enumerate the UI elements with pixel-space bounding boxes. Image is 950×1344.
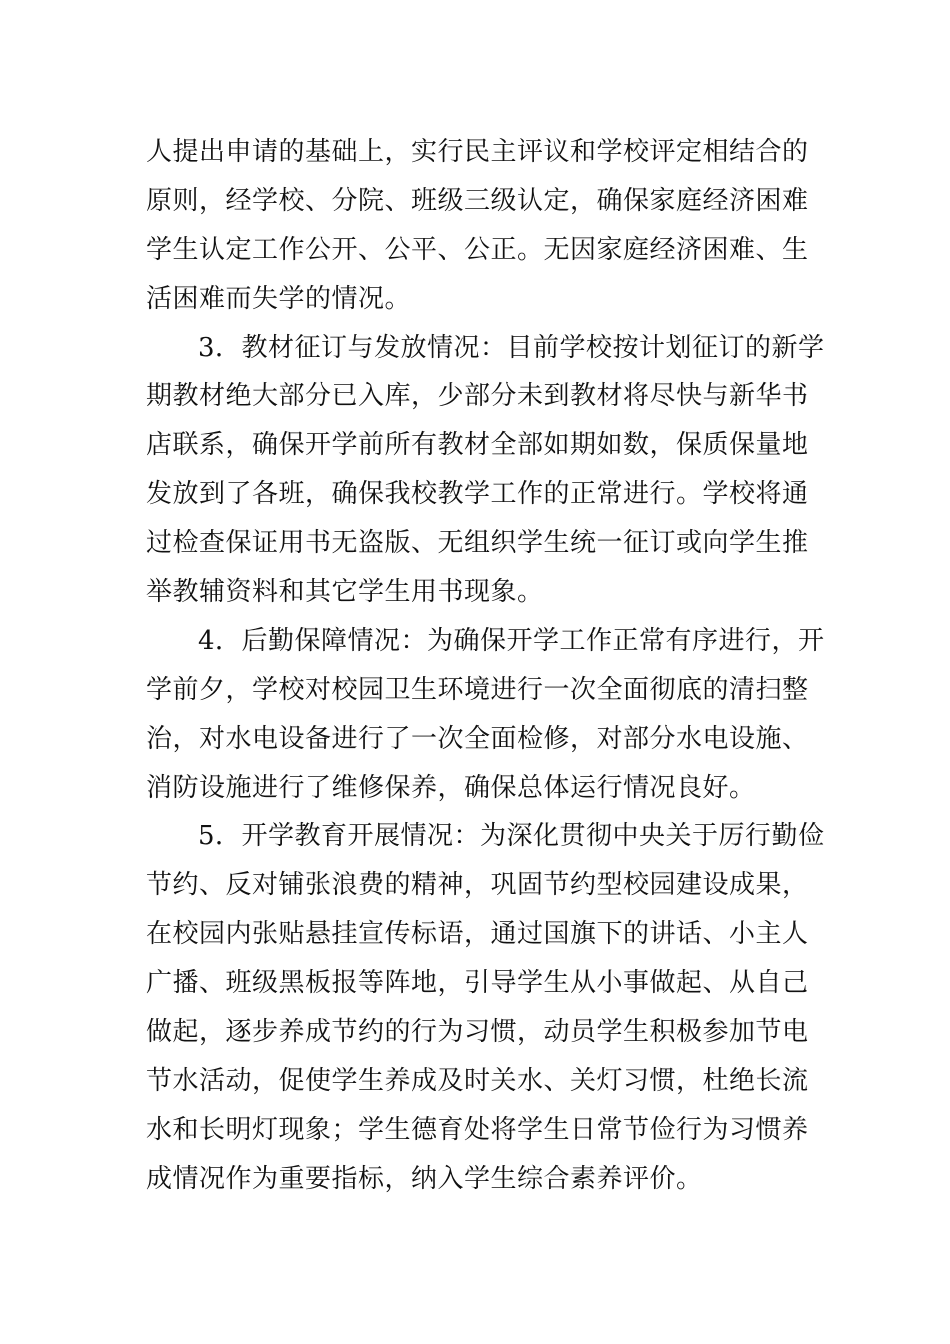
text-line: 学前夕，学校对校园卫生环境进行一次全面彻底的清扫整 (146, 674, 809, 705)
document-body (146, 128, 825, 1204)
text-line: 治，对水电设备进行了一次全面检修，对部分水电设施、 (146, 723, 809, 754)
text-line: 原则，经学校、分院、班级三级认定，确保家庭经济困难 (146, 185, 809, 216)
paragraph-4-first-line: 4．后勤保障情况：为确保开学工作正常有序进行，开 (198, 625, 825, 656)
text-line: 成情况作为重要指标，纳入学生综合素养评价。 (146, 1163, 703, 1194)
text-line: 广播、班级黑板报等阵地，引导学生从小事做起、从自己 (146, 968, 809, 999)
text-line: 期教材绝大部分已入库，少部分未到教材将尽快与新华书 (146, 381, 809, 412)
text-line: 举教辅资料和其它学生用书现象。 (146, 577, 544, 608)
text-line: 学生认定工作公开、公平、公正。无因家庭经济困难、生 (146, 234, 809, 265)
text-line: 店联系，确保开学前所有教材全部如期如数，保质保量地 (146, 430, 809, 461)
text-line: 节水活动，促使学生养成及时关水、关灯习惯，杜绝长流 (146, 1065, 809, 1096)
text-line: 发放到了各班，确保我校教学工作的正常进行。学校将通 (146, 479, 809, 510)
text-line: 在校园内张贴悬挂宣传标语，通过国旗下的讲话、小主人 (146, 919, 809, 950)
text-line: 水和长明灯现象；学生德育处将学生日常节俭行为习惯养 (146, 1114, 809, 1145)
text-line: 活困难而失学的情况。 (146, 283, 412, 314)
text-line: 消防设施进行了维修保养，确保总体运行情况良好。 (146, 772, 756, 803)
text-line: 人提出申请的基础上，实行民主评议和学校评定相结合的 (146, 137, 809, 167)
paragraph-3-first-line: 3．教材征订与发放情况：目前学校按计划征订的新学 (198, 332, 825, 363)
text-line: 做起，逐步养成节约的行为习惯，动员学生积极参加节电 (146, 1017, 809, 1048)
text-line: 节约、反对铺张浪费的精神，巩固节约型校园建设成果， (146, 870, 809, 901)
text-line: 过检查保证用书无盗版、无组织学生统一征订或向学生推 (146, 528, 809, 559)
paragraph-5-first-line: 5．开学教育开展情况：为深化贯彻中央关于厉行勤俭 (198, 821, 825, 852)
